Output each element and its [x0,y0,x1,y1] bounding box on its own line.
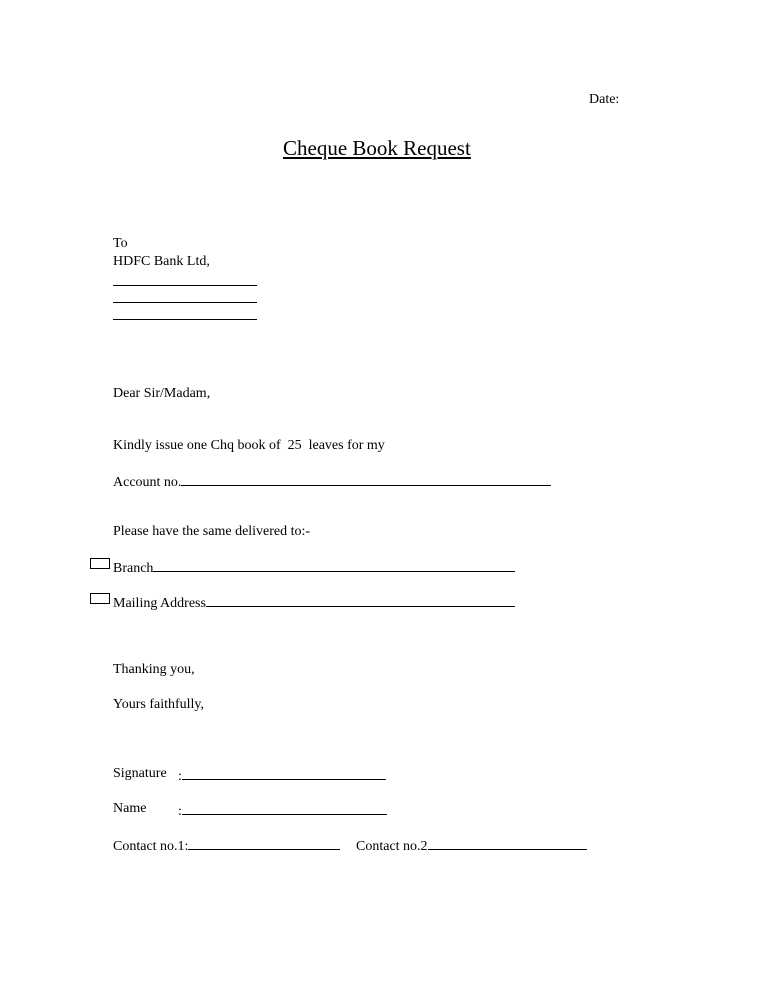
address-line-1[interactable] [113,285,257,286]
account-row [113,472,551,491]
signature-row [178,766,386,785]
signature-colon: : [178,769,182,784]
contact2-label: Contact no.2 [356,839,428,854]
delivery-intro: Please have the same delivered to:- [113,524,311,539]
request-line: Kindly issue one Chq book of 25 leaves for my [113,438,385,453]
address-bank: HDFC Bank Ltd, [113,254,210,269]
contact1-label: Contact no.1: [113,839,189,854]
address-line-3[interactable] [113,319,257,320]
account-label: Account no. [113,475,182,490]
date-label: Date: [589,92,620,107]
mailing-address-row [113,593,515,612]
contact2-field[interactable] [428,836,587,850]
name-row [178,801,387,820]
closing-thanks: Thanking you, [113,662,195,677]
contact1-row [113,836,340,855]
address-line-2[interactable] [113,302,257,303]
name-colon: : [178,804,182,819]
signature-field[interactable] [182,766,386,780]
mailing-address-field[interactable] [206,593,515,607]
branch-label: Branch [113,561,154,576]
mailing-address-label: Mailing Address [113,596,206,611]
signature-label: Signature [113,766,167,781]
name-label: Name [113,801,147,816]
closing-yours: Yours faithfully, [113,697,205,712]
name-field[interactable] [182,801,387,815]
salutation: Dear Sir/Madam, [113,386,211,401]
contact2-row [356,836,587,855]
mailing-address-checkbox[interactable] [90,593,110,604]
account-number-field[interactable] [181,472,551,486]
page-title: Cheque Book Request [283,136,471,160]
branch-checkbox[interactable] [90,558,110,569]
contact1-field[interactable] [188,836,340,850]
branch-field[interactable] [153,558,515,572]
address-to: To [113,236,128,251]
branch-row [113,558,515,577]
